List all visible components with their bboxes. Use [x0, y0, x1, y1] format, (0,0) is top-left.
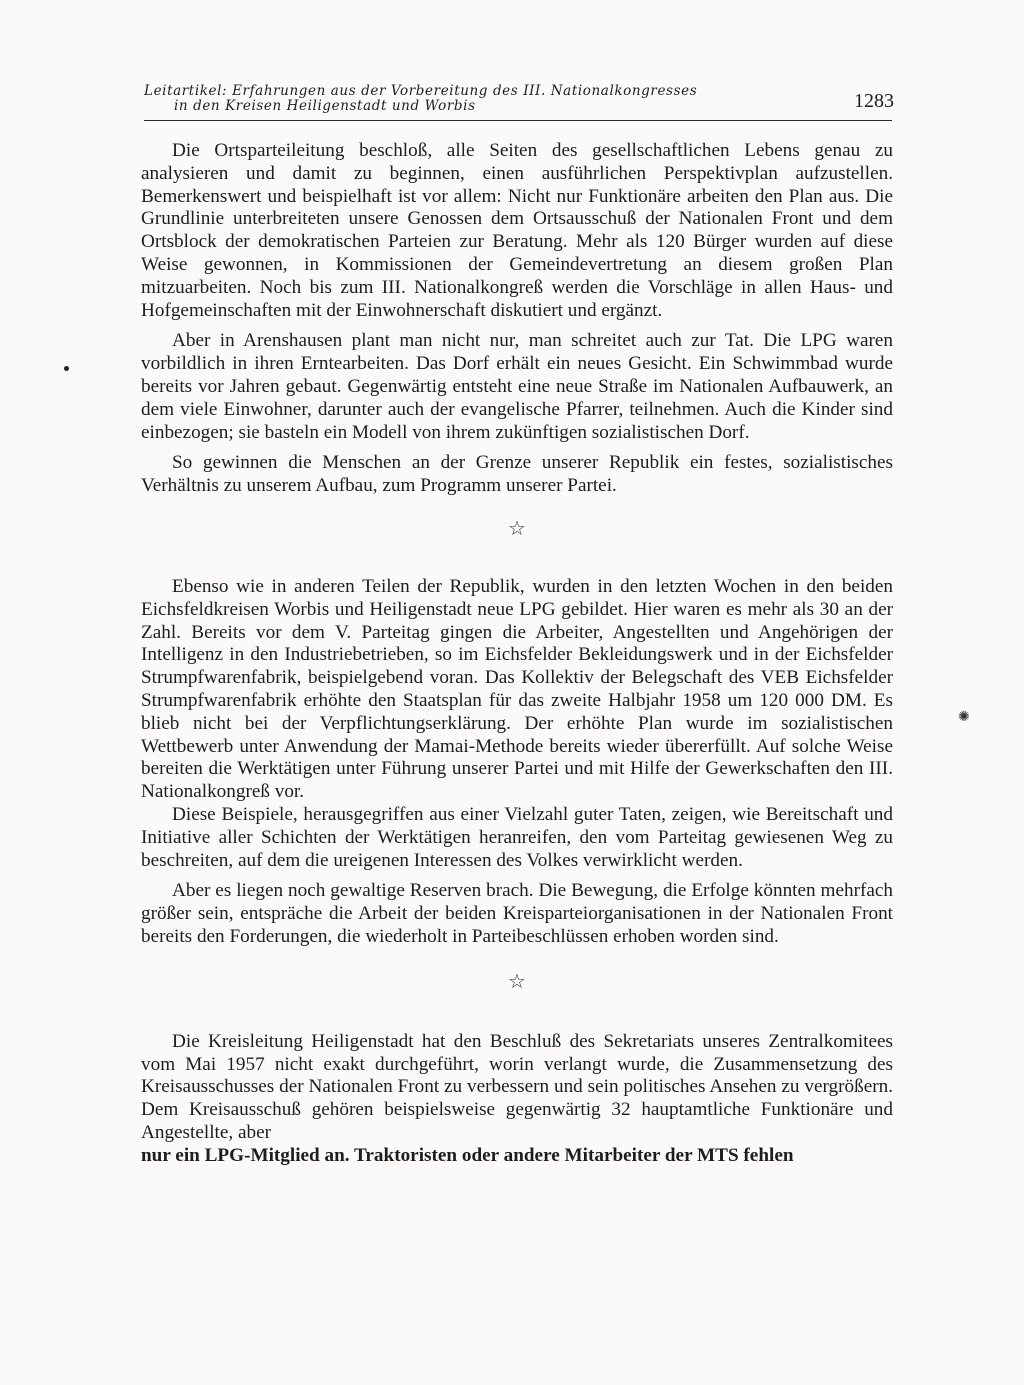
running-header: [144, 84, 894, 114]
header-rule: [144, 120, 892, 121]
margin-dot: [64, 366, 69, 371]
paragraph-7-bold-line: nur ein LPG-Mitglied an. Traktoristen oder andere Mitarbeiter der MTS fehlen: [141, 1144, 794, 1166]
header-title-line-1: Leitartikel: Erfahrungen aus der Vorbereitung des III. Nationalkongresses: [144, 83, 698, 99]
paragraph-7: Die Kreisleitung Heiligenstadt hat den Beschluß des Sekretariats unseres Zentralkomitees vom Mai 1957 nicht exakt durchgeführt, worin verlangt wurde, die Zusammensetzung des Kreisausschusses der Nationalen Front zu verbessern und sein politisches Ansehen zu vergrößern. Dem Kreisausschuß gehören beispielsweise gegenwärtig 32 hauptamtliche Funktionäre und Angestellte, aber: [141, 1030, 893, 1143]
paragraph-2: Aber in Arenshausen plant man nicht nur, man schreitet auch zur Tat. Die LPG waren vorbildlich in ihren Erntearbeiten. Das Dorf erhält ein neues Gesicht. Ein Schwimmbad wurde bereits vor Jahren gebaut. Gegenwärtig entsteht eine neue Straße im Nationalen Aufbauwerk, an dem viele Einwohner, darunter auch der evangelische Pfarrer, teilnehmen. Auch die Kinder sind einbezogen; sie basteln ein Modell von ihrem zukünftigen sozialistischen Dorf.: [141, 330, 893, 443]
header-title-line-2: in den Kreisen Heiligenstadt und Worbis: [174, 98, 476, 114]
page-number: 1283: [854, 90, 894, 112]
paragraph-5: Diese Beispiele, herausgegriffen aus einer Vielzahl guter Taten, zeigen, wie Bereitschaft und Initiative aller Schichten der Werktätigen heranreifen, den vom Parteitag gewiesenen Weg zu beschreiten, auf dem die ureigenen Interessen des Volkes verwirklicht werden.: [141, 803, 893, 871]
section-separator-star-icon: ☆: [508, 515, 526, 540]
paragraph-6: Aber es liegen noch gewaltige Reserven brach. Die Bewegung, die Erfolge könnten mehrfach größer sein, entspräche die Arbeit der beiden Kreisparteiorganisationen in der Nationalen Front bereits den Forderungen, die wiederholt in Parteibeschlüssen erhoben worden sind.: [141, 880, 893, 947]
paragraph-3: So gewinnen die Menschen an der Grenze unserer Republik ein festes, sozialistisches Verhältnis zu unserem Aufbau, zum Programm unserer Partei.: [141, 452, 893, 497]
article-body: [141, 140, 893, 1167]
paragraph-4: Ebenso wie in anderen Teilen der Republik, wurden in den letzten Wochen in den beiden Eichsfeldkreisen Worbis und Heiligenstadt neue LPG gebildet. Hier waren es mehr als 30 an der Zahl. Bereits vor dem V. Parteitag gingen die Arbeiter, Angestellten und Angehörigen der Intelligenz in den Industriebetrieben, so im Eichsfelder Bekleidungswerk und in der Eichsfelder Strumpfwarenfabrik, beispielgebend voran. Das Kollektiv der Belegschaft des VEB Eichsfelder Strumpfwarenfabrik erhöhte den Staatsplan für das zweite Halbjahr 1958 um 120 000 DM. Es blieb nicht bei der Verpflichtungserklärung. Der erhöhte Plan wurde im sozialistischen Wettbewerb unter Anwendung der Mamai-Methode bereits wieder übererfüllt. Auf solche Weise bereiten die Werktätigen unter Führung unserer Partei und mit Hilfe der Gewerkschaften den III. Nationalkongreß vor.: [141, 575, 893, 803]
margin-ornament-icon: ✺: [958, 709, 970, 725]
paragraph-1: Die Ortsparteileitung beschloß, alle Seiten des gesellschaftlichen Lebens genau zu analysieren und damit zu beginnen, einen ausführlichen Perspektivplan aufzustellen. Bemerkenswert und beispielhaft ist vor allem: Nicht nur Funktionäre arbeiten den Plan aus. Die Grundlinie unterbreiteten unsere Genossen dem Ortsausschuß der Nationalen Front und dem Ortsblock der demokratischen Parteien zur Beratung. Mehr als 120 Bürger wurden auf diese Weise gewonnen, in Kommissionen der Gemeindevertretung an diesem großen Plan mitzuarbeiten. Noch bis zum III. Nationalkongreß werden die Vorschläge in allen Haus- und Hofgemeinschaften mit der Einwohnerschaft diskutiert und ergänzt.: [141, 140, 893, 321]
section-separator-star-icon-2: ☆: [508, 968, 526, 993]
